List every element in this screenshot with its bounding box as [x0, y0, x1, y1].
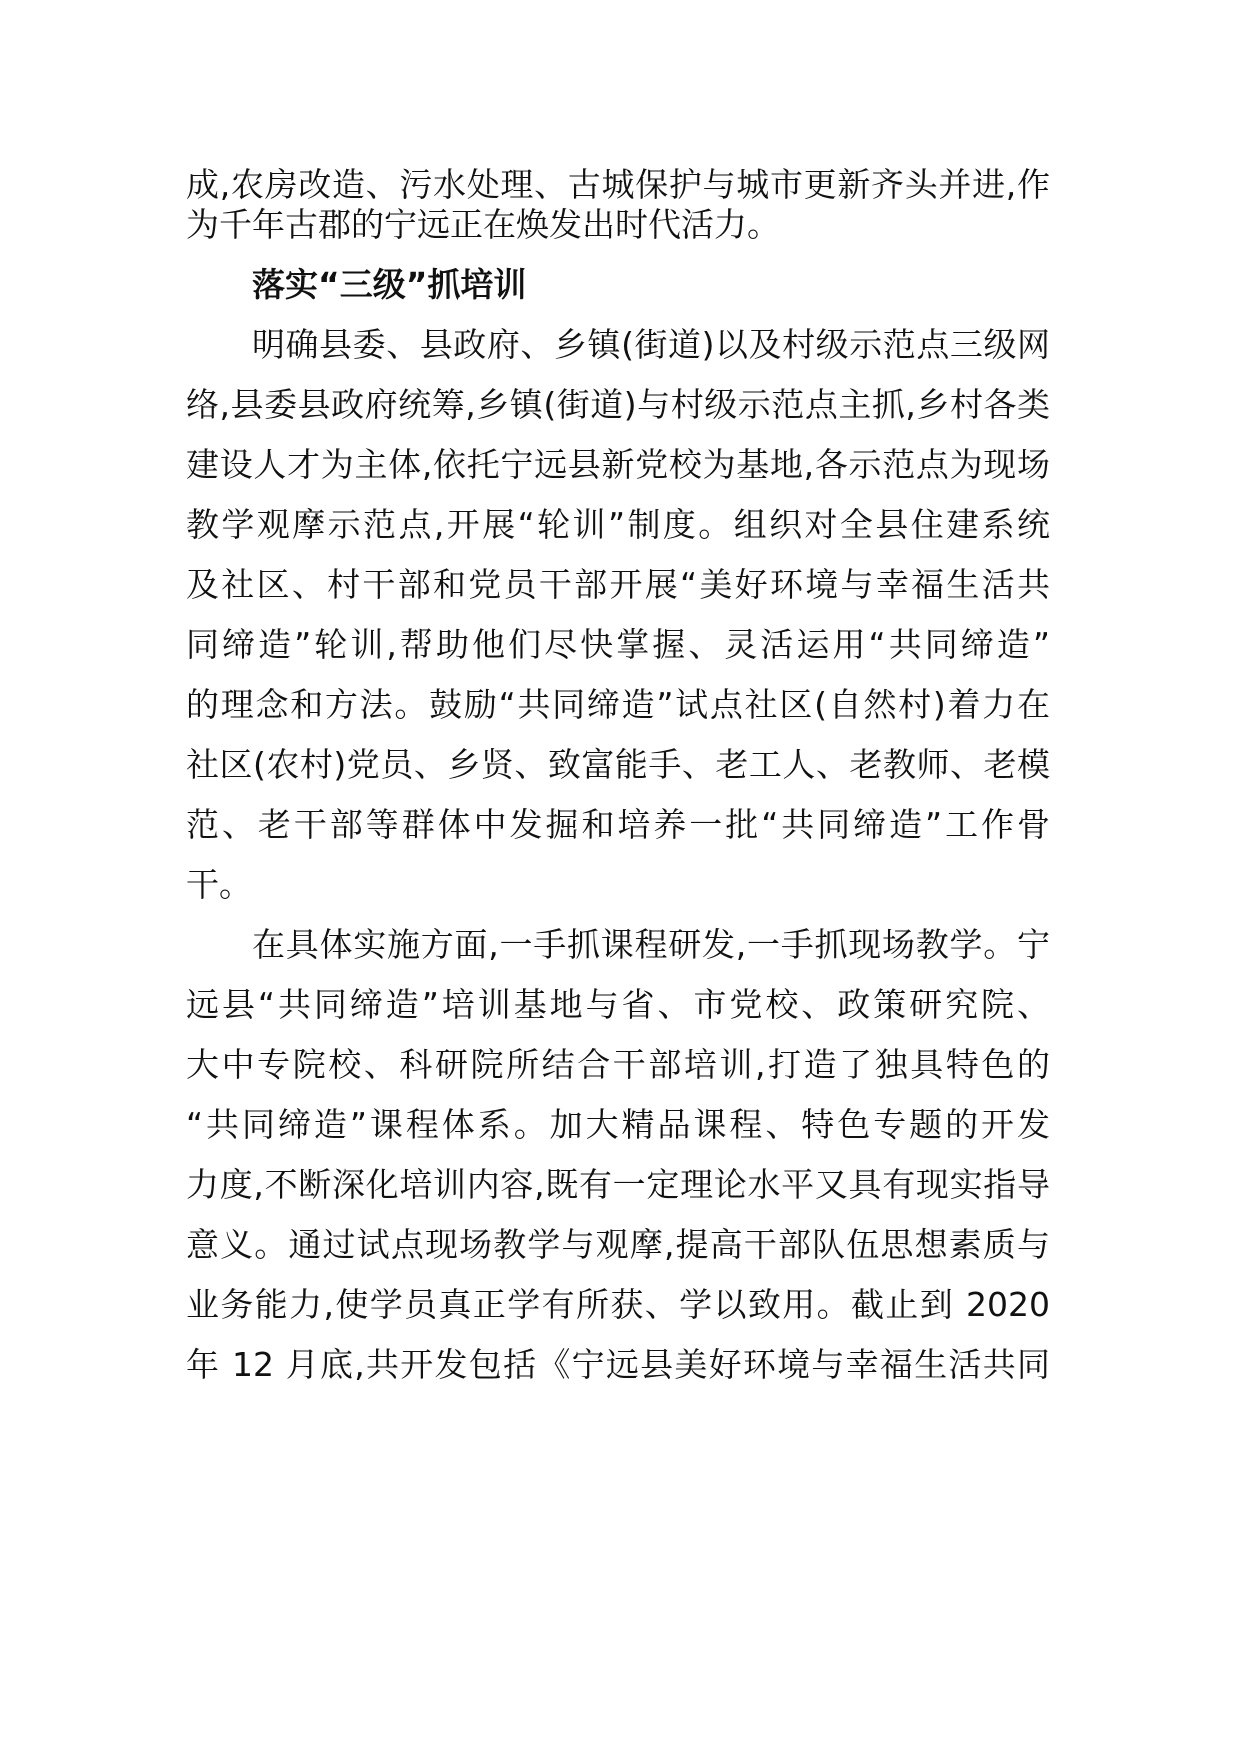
paragraph-line: 明确县委、县政府、乡镇(街道)以及村级示范点三级网 — [252, 325, 1050, 364]
paragraph-line: 教学观摩示范点,开展“轮训”制度。组织对全县住建系统 — [186, 505, 1050, 544]
paragraph-line: 意义。通过试点现场教学与观摩,提高干部队伍思想素质与 — [186, 1225, 1050, 1264]
paragraph-line: 在具体实施方面,一手抓课程研发,一手抓现场教学。宁 — [252, 925, 1050, 964]
paragraph-line: 力度,不断深化培训内容,既有一定理论水平又具有现实指导 — [186, 1165, 1050, 1204]
paragraph-line: “共同缔造”课程体系。加大精品课程、特色专题的开发 — [186, 1105, 1050, 1144]
section-heading: 落实“三级”抓培训 — [252, 265, 527, 304]
paragraph-line: 社区(农村)党员、乡贤、致富能手、老工人、老教师、老模 — [186, 745, 1050, 784]
paragraph-line: 络,县委县政府统筹,乡镇(街道)与村级示范点主抓,乡村各类 — [186, 385, 1050, 424]
paragraph-line: 的理念和方法。鼓励“共同缔造”试点社区(自然村)着力在 — [186, 685, 1050, 724]
paragraph-line: 远县“共同缔造”培训基地与省、市党校、政策研究院、 — [186, 985, 1050, 1024]
paragraph-line: 干。 — [186, 865, 252, 904]
paragraph-line: 建设人才为主体,依托宁远县新党校为基地,各示范点为现场 — [186, 445, 1050, 484]
paragraph-line: 年 12 月底,共开发包括《宁远县美好环境与幸福生活共同 — [186, 1345, 1050, 1384]
paragraph-line: 业务能力,使学员真正学有所获、学以致用。截止到 2020 — [186, 1285, 1050, 1324]
paragraph-line: 为千年古郡的宁远正在焕发出时代活力。 — [186, 205, 780, 244]
paragraph-line: 范、老干部等群体中发掘和培养一批“共同缔造”工作骨 — [186, 805, 1050, 844]
paragraph-line: 同缔造”轮训,帮助他们尽快掌握、灵活运用“共同缔造” — [186, 625, 1050, 664]
paragraph-line: 成,农房改造、污水处理、古城保护与城市更新齐头并进,作 — [186, 165, 1050, 204]
paragraph-line: 及社区、村干部和党员干部开展“美好环境与幸福生活共 — [186, 565, 1050, 604]
paragraph-line: 大中专院校、科研院所结合干部培训,打造了独具特色的 — [186, 1045, 1050, 1084]
